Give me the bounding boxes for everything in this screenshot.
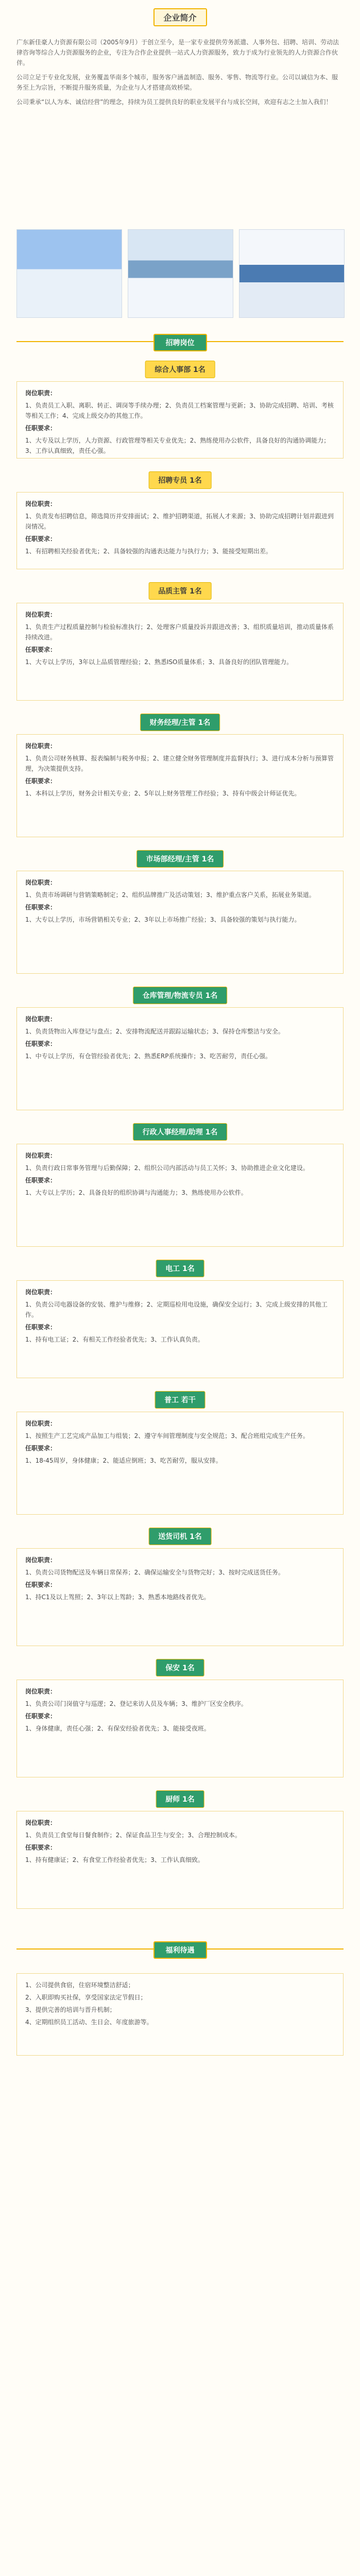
- req-title: 任职要求：: [25, 777, 57, 785]
- position-card-3: [16, 603, 344, 701]
- benefit-item-1: 1、公司提供食宿，住宿环境整洁舒适；: [25, 1981, 134, 1989]
- req-title: 任职要求：: [25, 425, 57, 432]
- positions-section-title: 招聘岗位: [153, 334, 207, 351]
- duty-title: 岗位职责：: [25, 1819, 57, 1826]
- req-text: 1、大专以上学历；2、具备良好的组织协调与沟通能力；3、熟练使用办公软件。: [25, 1189, 247, 1196]
- req-text: 1、大专及以上学历，人力资源、行政管理等相关专业优先；2、熟练使用办公软件，具备良好的沟通协调能力；3、工作认真细致，责任心强。: [25, 437, 330, 454]
- position-pill-1: 综合人事部 1名: [145, 361, 215, 378]
- position-pill-3: 品质主管 1名: [148, 582, 212, 600]
- intro-paragraph-3: 公司秉承“以人为本、诚信经营”的理念，持续为员工提供良好的职业发展平台与成长空间，欢迎有志之士加入我们！: [16, 98, 332, 106]
- position-pill-4: 财务经理/主管 1名: [140, 714, 220, 731]
- req-title: 任职要求：: [25, 1324, 57, 1331]
- positions-section-header: [0, 330, 360, 353]
- duty-text: 1、负责发布招聘信息，筛选简历并安排面试；2、维护招聘渠道，拓展人才来源；3、协助完成招聘计划并跟进到岗情况。: [25, 513, 334, 530]
- position-pill-8: 电工 1名: [156, 1260, 204, 1277]
- duty-title: 岗位职责：: [25, 742, 57, 750]
- position-pill-10: 送货司机 1名: [148, 1528, 212, 1545]
- req-title: 任职要求：: [25, 535, 57, 543]
- office-building-photo: [16, 229, 122, 318]
- req-text: 1、大专以上学历，3年以上品质管理经验；2、熟悉ISO质量体系；3、具备良好的团队管理能力。: [25, 658, 293, 666]
- benefit-item-2: 2、入职即购买社保，享受国家法定节假日；: [25, 1994, 147, 2001]
- duty-title: 岗位职责：: [25, 1152, 57, 1159]
- benefits-section-title: 福利待遇: [153, 1941, 207, 1959]
- position-pill-7: 行政人事经理/助理 1名: [133, 1123, 228, 1141]
- req-text: 1、身体健康，责任心强；2、有保安经验者优先；3、能接受夜班。: [25, 1725, 210, 1732]
- req-title: 任职要求：: [25, 1040, 57, 1047]
- position-card-4: [16, 734, 344, 837]
- training-room-photo: [128, 229, 233, 318]
- req-text: 1、持有电工证；2、有相关工作经验者优先；3、工作认真负责。: [25, 1336, 204, 1343]
- header: [0, 0, 360, 31]
- position-pill-5: 市场部经理/主管 1名: [136, 850, 224, 868]
- duty-title: 岗位职责：: [25, 1688, 57, 1695]
- duty-title: 岗位职责：: [25, 389, 57, 397]
- duty-text: 1、负责市场调研与营销策略制定；2、组织品牌推广及活动策划；3、维护重点客户关系，拓展业务渠道。: [25, 891, 315, 899]
- intro-paragraph-1: 广东新佳豪人力资源有限公司（2005年9月）于创立至今，是一家专业提供劳务派遣、人事外包、招聘、培训、劳动法律咨询等综合人力资源服务的企业，专注为合作企业提供一站式人力资源服务，致力于成为行业领先的人力资源合作伙伴。: [16, 39, 339, 66]
- req-text: 1、大专以上学历，市场营销相关专业；2、3年以上市场推广经验；3、具备较强的策划与执行能力。: [25, 916, 301, 923]
- duty-title: 岗位职责：: [25, 500, 57, 507]
- photo-strip: [16, 229, 344, 317]
- position-pill-11: 保安 1名: [156, 1659, 204, 1676]
- req-text: 1、18-45周岁，身体健康；2、能适应倒班；3、吃苦耐劳，服从安排。: [25, 1457, 222, 1464]
- req-title: 任职要求：: [25, 1177, 57, 1184]
- position-card-1: [16, 381, 344, 459]
- page-title: 企业简介: [153, 8, 207, 26]
- intro-paragraph-2: 公司立足于专业化发展，业务覆盖华南多个城市，服务客户涵盖制造、服务、零售、物流等行业。公司以诚信为本、服务至上为宗旨，不断提升服务质量，为企业与人才搭建高效桥梁。: [16, 74, 338, 91]
- req-title: 任职要求：: [25, 1445, 57, 1452]
- position-card-8: [16, 1280, 344, 1378]
- req-title: 任职要求：: [25, 646, 57, 653]
- benefit-item-4: 4、定期组织员工活动、生日会、年度旅游等。: [25, 2019, 153, 2026]
- duty-text: 1、负责行政日常事务管理与后勤保障；2、组织公司内部活动与员工关怀；3、协助推进企业文化建设。: [25, 1164, 309, 1172]
- meeting-room-photo: [239, 229, 345, 318]
- duty-text: 1、按照生产工艺完成产品加工与组装；2、遵守车间管理制度与安全规范；3、配合班组完成生产任务。: [25, 1432, 309, 1439]
- position-pill-12: 厨师 1名: [156, 1790, 204, 1808]
- req-text: 1、有招聘相关经验者优先；2、具备较强的沟通表达能力与执行力；3、能接受短期出差。: [25, 548, 272, 555]
- position-card-12: [16, 1811, 344, 1909]
- duty-title: 岗位职责：: [25, 1289, 57, 1296]
- position-pill-6: 仓库管理/物流专员 1名: [133, 987, 228, 1004]
- duty-title: 岗位职责：: [25, 611, 57, 618]
- req-title: 任职要求：: [25, 1581, 57, 1588]
- req-text: 1、本科以上学历，财务会计相关专业；2、5年以上财务管理工作经验；3、持有中级会计师证优先。: [25, 790, 301, 797]
- req-title: 任职要求：: [25, 904, 57, 911]
- duty-text: 1、负责生产过程质量控制与检验标准执行；2、处理客户质量投诉并跟进改善；3、组织质量培训，推动质量体系持续改进。: [25, 623, 334, 641]
- benefit-item-3: 3、提供完善的培训与晋升机制；: [25, 2006, 116, 2013]
- duty-title: 岗位职责：: [25, 1420, 57, 1427]
- position-card-9: [16, 1412, 344, 1515]
- duty-title: 岗位职责：: [25, 1015, 57, 1023]
- duty-text: 1、负责公司电器设备的安装、维护与维修；2、定期巡检用电设施，确保安全运行；3、完成上级安排的其他工作。: [25, 1301, 328, 1318]
- req-text: 1、持有健康证；2、有食堂工作经验者优先；3、工作认真细致。: [25, 1856, 204, 1863]
- req-text: 1、持C1及以上驾照；2、3年以上驾龄；3、熟悉本地路线者优先。: [25, 1594, 210, 1601]
- position-card-7: [16, 1144, 344, 1247]
- duty-title: 岗位职责：: [25, 879, 57, 886]
- duty-text: 1、负责公司门岗值守与巡逻；2、登记来访人员及车辆；3、维护厂区安全秩序。: [25, 1700, 247, 1707]
- duty-text: 1、负责员工食堂每日餐食制作；2、保证食品卫生与安全；3、合理控制成本。: [25, 1832, 241, 1839]
- intro-block: [16, 37, 344, 223]
- position-card-10: [16, 1548, 344, 1646]
- position-pill-2: 招聘专员 1名: [148, 471, 212, 489]
- position-card-6: [16, 1007, 344, 1110]
- position-card-11: [16, 1680, 344, 1777]
- duty-text: 1、负责公司货物配送及车辆日常保养；2、确保运输安全与货物完好；3、按时完成送货任务。: [25, 1569, 284, 1576]
- req-title: 任职要求：: [25, 1844, 57, 1851]
- position-pill-9: 普工 若干: [155, 1391, 205, 1409]
- duty-title: 岗位职责：: [25, 1556, 57, 1564]
- benefits-card: [16, 1973, 344, 2056]
- duty-text: 1、负责员工入职、离职、转正、调岗等手续办理；2、负责员工档案管理与更新；3、协助完成招聘、培训、考核等相关工作；4、完成上级交办的其他工作。: [25, 402, 334, 419]
- duty-text: 1、负责货物出入库登记与盘点；2、安排物流配送并跟踪运输状态；3、保持仓库整洁与安全。: [25, 1028, 284, 1035]
- req-title: 任职要求：: [25, 1713, 57, 1720]
- duty-text: 1、负责公司财务核算、报表编制与税务申报；2、建立健全财务管理制度并监督执行；3、进行成本分析与预算管理，为决策提供支持。: [25, 755, 334, 772]
- position-card-5: [16, 871, 344, 974]
- req-text: 1、中专以上学历，有仓管经验者优先；2、熟悉ERP系统操作；3、吃苦耐劳，责任心强。: [25, 1053, 272, 1060]
- benefits-section-header: [0, 1937, 360, 1961]
- position-card-2: [16, 492, 344, 569]
